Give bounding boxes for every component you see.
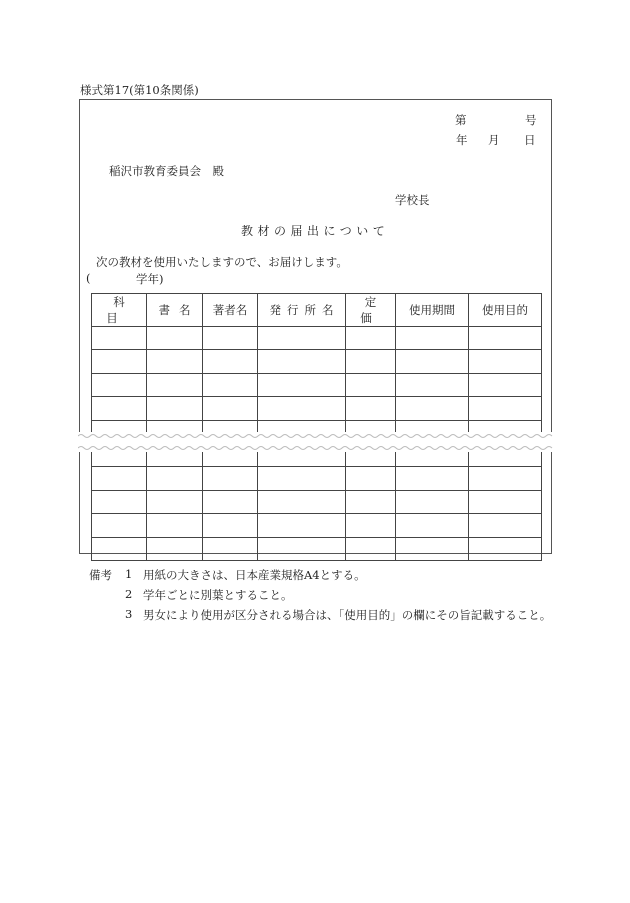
table-cell[interactable] [346, 537, 396, 560]
table-cell[interactable] [396, 514, 469, 537]
table-cell[interactable] [346, 467, 396, 490]
table-cell[interactable] [203, 397, 258, 420]
date-month-label: 月 [488, 133, 500, 147]
table-cell[interactable] [92, 467, 147, 490]
table-cell[interactable] [396, 373, 469, 396]
table-row [92, 397, 542, 420]
table-cell[interactable] [203, 467, 258, 490]
table-cell[interactable] [346, 373, 396, 396]
document-number-suffix: 号 [525, 113, 537, 127]
table-header-row [92, 294, 542, 327]
table-cell[interactable] [147, 537, 203, 560]
table-cell[interactable] [469, 467, 542, 490]
table-cell[interactable] [396, 490, 469, 513]
recipient: 稲沢市教育委員会 殿 [109, 164, 224, 178]
note-text: 用紙の大きさは、日本産業規格A4とする。 [143, 568, 366, 582]
table-cell[interactable] [92, 490, 147, 513]
table-cell[interactable] [203, 350, 258, 373]
textbook-table [91, 293, 542, 561]
note-number: 2 [125, 587, 133, 601]
table-cell[interactable] [203, 373, 258, 396]
table-cell[interactable] [469, 490, 542, 513]
table-cell[interactable] [469, 537, 542, 560]
table-cell[interactable] [469, 327, 542, 350]
header-author: 著者名 [203, 294, 258, 327]
notes-label: 備考 [89, 568, 112, 582]
grade-open-paren: ( [86, 271, 91, 285]
table-cell[interactable] [396, 327, 469, 350]
table-cell[interactable] [203, 537, 258, 560]
table-cell[interactable] [469, 350, 542, 373]
table-row [92, 490, 542, 513]
grade-suffix: 学年) [136, 272, 164, 286]
table-row [92, 373, 542, 396]
table-cell[interactable] [346, 350, 396, 373]
table-cell[interactable] [147, 350, 203, 373]
table-cell[interactable] [346, 514, 396, 537]
document-title: 教材の届出について [241, 224, 390, 238]
page-cut-mark [78, 432, 556, 452]
table-cell[interactable] [92, 373, 147, 396]
table-cell[interactable] [147, 373, 203, 396]
document-number-prefix: 第 [455, 113, 467, 127]
table-cell[interactable] [92, 397, 147, 420]
date-year-label: 年 [456, 133, 468, 147]
table-cell[interactable] [258, 514, 346, 537]
table-row [92, 514, 542, 537]
header-period: 使用期間 [396, 294, 469, 327]
header-purpose: 使用目的 [469, 294, 542, 327]
table-cell[interactable] [258, 327, 346, 350]
table-cell[interactable] [203, 327, 258, 350]
table-cell[interactable] [469, 397, 542, 420]
note-text: 男女により使用が区分される場合は、「使用目的」の欄にその旨記載すること。 [143, 608, 552, 622]
table-cell[interactable] [147, 327, 203, 350]
table-row [92, 350, 542, 373]
table-cell[interactable] [346, 397, 396, 420]
note-number: 1 [125, 567, 133, 581]
table-cell[interactable] [147, 397, 203, 420]
table-cell[interactable] [92, 327, 147, 350]
table-cell[interactable] [346, 327, 396, 350]
table-cell[interactable] [469, 514, 542, 537]
table-cell[interactable] [396, 350, 469, 373]
table-cell[interactable] [346, 490, 396, 513]
table-cell[interactable] [258, 373, 346, 396]
table-cell[interactable] [258, 490, 346, 513]
table-cell[interactable] [203, 490, 258, 513]
table-cell[interactable] [147, 514, 203, 537]
table-cell[interactable] [147, 490, 203, 513]
note-number: 3 [125, 607, 133, 621]
table-cell[interactable] [92, 537, 147, 560]
header-book-title: 書名 [147, 294, 203, 327]
table-row [92, 467, 542, 490]
table-cell[interactable] [258, 467, 346, 490]
note-text: 学年ごとに別葉とすること。 [143, 588, 293, 602]
table-cell[interactable] [258, 397, 346, 420]
table-cell[interactable] [469, 373, 542, 396]
table-row [92, 327, 542, 350]
sender: 学校長 [395, 193, 430, 207]
date-day-label: 日 [524, 133, 536, 147]
form-number-label: 様式第17(第10条関係) [80, 83, 199, 97]
header-price: 定価 [346, 294, 396, 327]
table-cell[interactable] [258, 350, 346, 373]
header-subject: 科目 [92, 294, 147, 327]
table-cell[interactable] [396, 537, 469, 560]
table-cell[interactable] [147, 467, 203, 490]
table-cell[interactable] [396, 467, 469, 490]
table-cell[interactable] [203, 514, 258, 537]
table-cell[interactable] [92, 514, 147, 537]
table-cell[interactable] [396, 397, 469, 420]
table-cell[interactable] [92, 350, 147, 373]
body-text: 次の教材を使用いたしますので、お届けします。 [96, 255, 348, 269]
table-row [92, 537, 542, 560]
table-cell[interactable] [258, 537, 346, 560]
header-publisher: 発行所名 [258, 294, 346, 327]
